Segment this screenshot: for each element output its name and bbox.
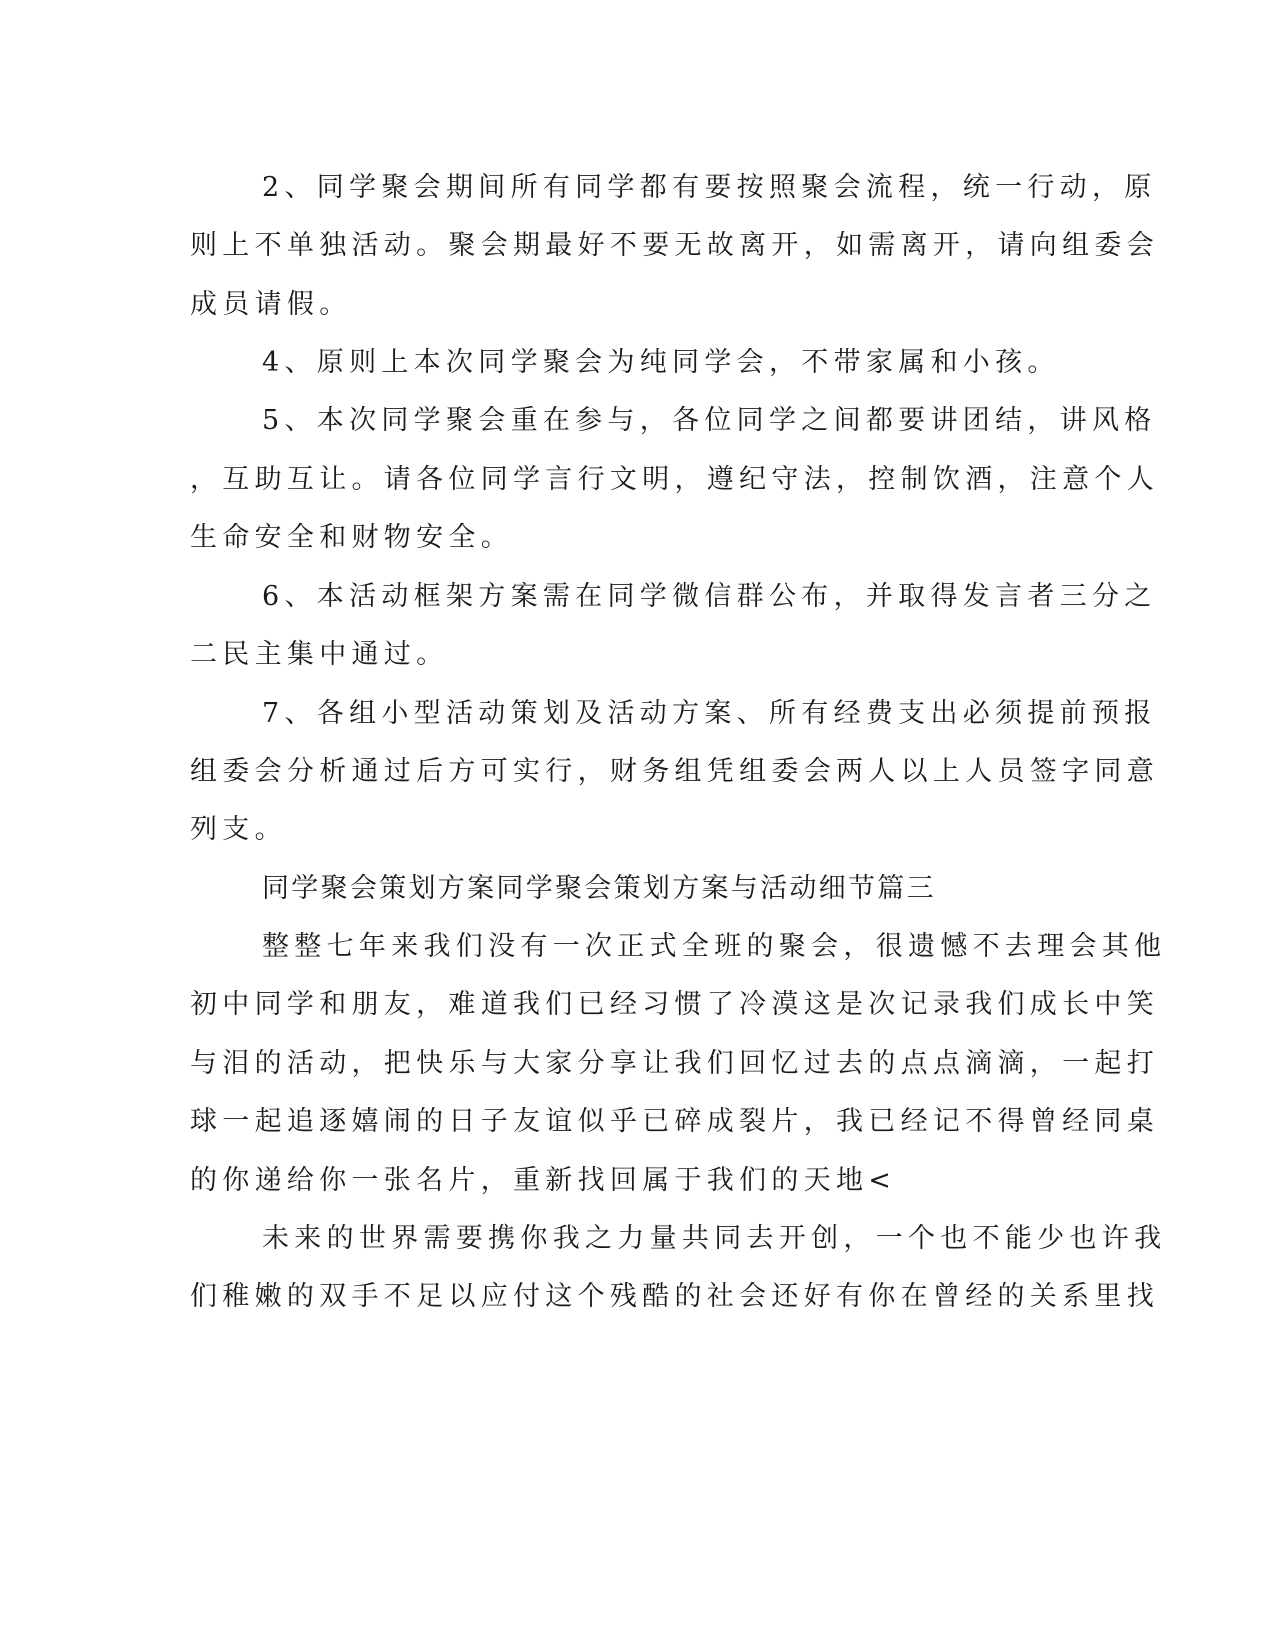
paragraph-line: ，互助互让。请各位同学言行文明，遵纪守法，控制饮酒，注意个人 bbox=[190, 464, 1159, 495]
paragraph-line: 与泪的活动，把快乐与大家分享让我们回忆过去的点点滴滴，一起打 bbox=[190, 1048, 1159, 1079]
paragraph-line: 列支。 bbox=[190, 814, 287, 845]
paragraph-line: 整整七年来我们没有一次正式全班的聚会，很遗憾不去理会其他 bbox=[262, 931, 1167, 962]
paragraph-line: 2、同学聚会期间所有同学都有要按照聚会流程，统一行动，原 bbox=[262, 172, 1157, 203]
paragraph-line: 7、各组小型活动策划及活动方案、所有经费支出必须提前预报 bbox=[262, 698, 1157, 729]
paragraph-line: 4、原则上本次同学聚会为纯同学会，不带家属和小孩。 bbox=[262, 347, 1060, 378]
paragraph-line: 们稚嫩的双手不足以应付这个残酷的社会还好有你在曾经的关系里找 bbox=[190, 1281, 1159, 1312]
paragraph-line: 未来的世界需要携你我之力量共同去开创，一个也不能少也许我 bbox=[262, 1223, 1167, 1254]
paragraph-line: 组委会分析通过后方可实行，财务组凭组委会两人以上人员签字同意 bbox=[190, 756, 1159, 787]
paragraph-line: 初中同学和朋友，难道我们已经习惯了冷漠这是次记录我们成长中笑 bbox=[190, 989, 1159, 1020]
section-heading: 同学聚会策划方案同学聚会策划方案与活动细节篇三 bbox=[262, 873, 936, 904]
paragraph-line: 6、本活动框架方案需在同学微信群公布，并取得发言者三分之 bbox=[262, 581, 1157, 612]
paragraph-line: 则上不单独活动。聚会期最好不要无故离开，如需离开，请向组委会 bbox=[190, 230, 1159, 261]
paragraph-line: 球一起追逐嬉闹的日子友谊似乎已碎成裂片，我已经记不得曾经同桌 bbox=[190, 1106, 1159, 1137]
paragraph-line: 成员请假。 bbox=[190, 289, 352, 320]
paragraph-line: 生命安全和财物安全。 bbox=[190, 522, 513, 553]
paragraph-line: 二民主集中通过。 bbox=[190, 639, 449, 670]
paragraph-line: 5、本次同学聚会重在参与，各位同学之间都要讲团结，讲风格 bbox=[262, 405, 1157, 436]
paragraph-line: 的你递给你一张名片，重新找回属于我们的天地< bbox=[190, 1165, 897, 1196]
